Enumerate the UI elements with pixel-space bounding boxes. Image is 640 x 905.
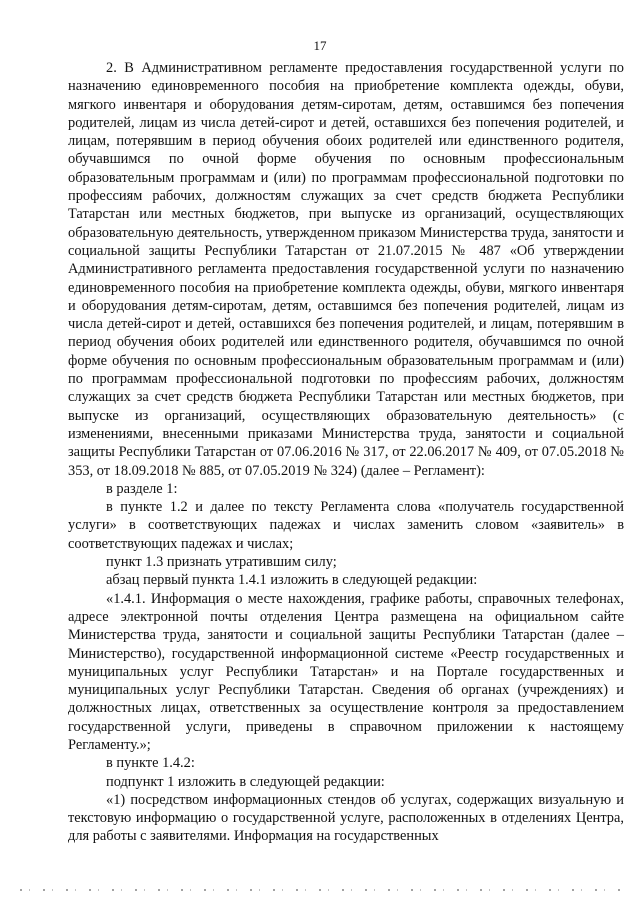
scan-artifact-line <box>20 889 620 891</box>
paragraph: в разделе 1: <box>106 480 178 497</box>
paragraph: подпункт 1 изложить в следующей редакции: <box>106 773 385 790</box>
paragraph: в пункте 1.2 и далее по тексту Регламента слова «получатель государственной услуги» в соответствующих падежах и числах заменить словом «заявитель» в соответствующих падежах и числах; <box>68 499 624 552</box>
paragraph: 2. В Административном регламенте предоставления государственной услуги по назначению единовременного пособия на приобретение комплекта одежды, обуви, мягкого инвентаря и оборудования детям-сиротам, детям, оставшимся без попечения родителей, лицам из числа детей-сирот и детей, оставшихся без попечения родителей, и лицам, потерявшим в период обучения обоих родителей или единственного родителя, обучавшимся по очной форме обучения по основным профессиональным образовательным программам и (или) по программам профессиональной подготовки по профессиям рабочих, должностям служащих за счет средств бюджета Республики Татарстан или местных бюджетов, при выпуске из организаций, осуществляющих образовательную деятельность, утвержденном приказом Министерства труда, занятости и социальной защиты Республики Татарстан от 21.07.2015 № 487 «Об утверждении Административного регламента предоставления государственной услуги по назначению единовременного пособия на приобретение комплекта одежды, обуви, мягкого инвентаря и оборудования детям-сиротам, детям, оставшимся без попечения родителей, лицам из числа детей-сирот и детей, оставшихся без попечения родителей, и лицам, потерявшим в период обучения обоих родителей или единственного родителя, обучавшимся по очной форме обучения по основным профессиональным образовательным программам и (или) по программам профессиональной подготовки по профессиям рабочих, должностям служащих за счет средств бюджета Республики Татарстан или местных бюджетов, при выпуске из организаций, осуществляющих образовательную деятельность» (с изменениями, внесенными приказами Министерства труда, занятости и социальной защиты Республики Татарстан от 07.06.2016 № 317, от 22.06.2017 № 409, от 07.05.2018 № 353, от 18.09.2018 № 885, от 07.05.2019 № 324) (далее – Регламент): <box>68 60 624 479</box>
page-number: 17 <box>313 38 327 53</box>
document-body <box>68 59 624 846</box>
paragraph: пункт 1.3 признать утратившим силу; <box>106 554 337 571</box>
paragraph: «1.4.1. Информация о месте нахождения, графике работы, справочных телефонах, адресе электронной почты отделения Центра размещена на официальном сайте Министерства труда, занятости и социальной защиты Республики Татарстан (далее – Министерство), государственной информационной системе «Реестр государственных и муниципальных услуг Республики Татарстан» и на Портале государственных и муниципальных услуг Республики Татарстан. Сведения об органах (учреждениях) и должностных лицах, ответственных за осуществление контроля за предоставлением государственной услуги, приведены в справочном приложении к настоящему Регламенту.»; <box>68 590 624 753</box>
paragraph: абзац первый пункта 1.4.1 изложить в следующей редакции: <box>106 572 478 589</box>
paragraph: «1) посредством информационных стендов об услугах, содержащих визуальную и текстовую информацию о государственной услуге, расположенных в отделениях Центра, для работы с заявителями. Информация на государственных <box>68 791 624 845</box>
paragraph: в пункте 1.4.2: <box>106 755 195 772</box>
